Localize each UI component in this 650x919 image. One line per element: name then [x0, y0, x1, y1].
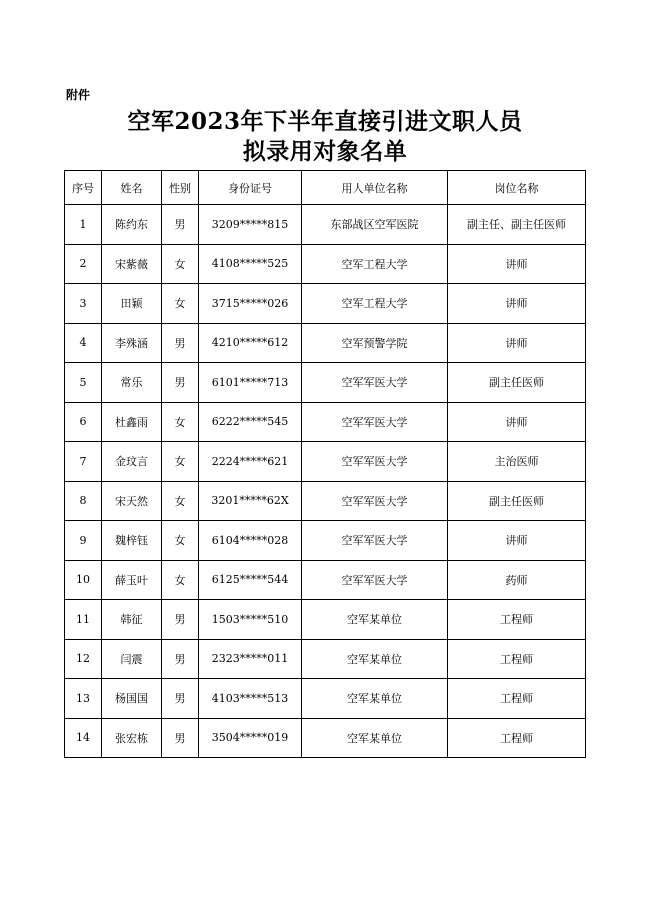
cell-position: 副主任医师: [448, 481, 586, 521]
table-row: [65, 402, 586, 442]
column-header-name: 姓名: [102, 171, 162, 205]
cell-gender: 男: [162, 679, 199, 719]
cell-position: 讲师: [448, 244, 586, 284]
cell-name: 常乐: [102, 363, 162, 403]
cell-position: 副主任医师: [448, 363, 586, 403]
table-row: [65, 600, 586, 640]
cell-position: 讲师: [448, 284, 586, 324]
table-header-row: [65, 171, 586, 205]
cell-id: 1503*****510: [199, 600, 302, 640]
cell-employer: 空军军医大学: [302, 560, 448, 600]
cell-seq: 12: [65, 639, 102, 679]
cell-id: 3201*****62X: [199, 481, 302, 521]
cell-gender: 男: [162, 363, 199, 403]
cell-employer: 空军军医大学: [302, 442, 448, 482]
cell-gender: 女: [162, 244, 199, 284]
table-row: [65, 205, 586, 245]
document-subtitle: 拟录用对象名单: [242, 138, 408, 165]
cell-employer: 空军军医大学: [302, 402, 448, 442]
cell-id: 6125*****544: [199, 560, 302, 600]
cell-id: 6101*****713: [199, 363, 302, 403]
table-row: [65, 521, 586, 561]
cell-position: 工程师: [448, 718, 586, 758]
table-row: [65, 244, 586, 284]
column-header-position: 岗位名称: [448, 171, 586, 205]
cell-position: 药师: [448, 560, 586, 600]
cell-position: 讲师: [448, 323, 586, 363]
cell-gender: 男: [162, 718, 199, 758]
cell-position: 工程师: [448, 600, 586, 640]
table-row: [65, 679, 586, 719]
cell-gender: 女: [162, 284, 199, 324]
cell-employer: 空军某单位: [302, 639, 448, 679]
table-row: [65, 718, 586, 758]
cell-position: 副主任、副主任医师: [448, 205, 586, 245]
cell-employer: 空军工程大学: [302, 244, 448, 284]
cell-position: 讲师: [448, 402, 586, 442]
cell-name: 魏梓钰: [102, 521, 162, 561]
cell-id: 2323*****011: [199, 639, 302, 679]
cell-name: 韩征: [102, 600, 162, 640]
table-row: [65, 481, 586, 521]
cell-gender: 女: [162, 560, 199, 600]
cell-name: 张宏栋: [102, 718, 162, 758]
table-row: [65, 639, 586, 679]
cell-seq: 7: [65, 442, 102, 482]
cell-gender: 女: [162, 481, 199, 521]
cell-seq: 10: [65, 560, 102, 600]
cell-name: 薛玉叶: [102, 560, 162, 600]
cell-employer: 空军某单位: [302, 600, 448, 640]
cell-gender: 女: [162, 521, 199, 561]
attachment-label: 附件: [66, 88, 91, 102]
table-row: [65, 284, 586, 324]
cell-employer: 空军工程大学: [302, 284, 448, 324]
cell-employer: 空军预警学院: [302, 323, 448, 363]
cell-gender: 女: [162, 402, 199, 442]
table-row: [65, 442, 586, 482]
cell-employer: 空军军医大学: [302, 521, 448, 561]
cell-seq: 8: [65, 481, 102, 521]
cell-position: 工程师: [448, 679, 586, 719]
cell-seq: 9: [65, 521, 102, 561]
cell-id: 3504*****019: [199, 718, 302, 758]
column-header-id: 身份证号: [199, 171, 302, 205]
cell-seq: 1: [65, 205, 102, 245]
cell-gender: 男: [162, 323, 199, 363]
cell-id: 6222*****545: [199, 402, 302, 442]
cell-id: 3715*****026: [199, 284, 302, 324]
table-row: [65, 363, 586, 403]
cell-position: 讲师: [448, 521, 586, 561]
cell-seq: 11: [65, 600, 102, 640]
table-row: [65, 560, 586, 600]
cell-id: 2224*****621: [199, 442, 302, 482]
candidate-table: [64, 170, 586, 758]
column-header-seq: 序号: [65, 171, 102, 205]
cell-seq: 5: [65, 363, 102, 403]
cell-id: 4210*****612: [199, 323, 302, 363]
cell-name: 田颖: [102, 284, 162, 324]
cell-name: 陈约东: [102, 205, 162, 245]
cell-seq: 6: [65, 402, 102, 442]
cell-employer: 空军某单位: [302, 718, 448, 758]
cell-name: 闫震: [102, 639, 162, 679]
cell-seq: 14: [65, 718, 102, 758]
column-header-employer: 用人单位名称: [302, 171, 448, 205]
cell-name: 杨国国: [102, 679, 162, 719]
column-header-gender: 性别: [162, 171, 199, 205]
cell-employer: 空军某单位: [302, 679, 448, 719]
cell-employer: 东部战区空军医院: [302, 205, 448, 245]
cell-name: 杜鑫雨: [102, 402, 162, 442]
cell-name: 李殊涵: [102, 323, 162, 363]
cell-employer: 空军军医大学: [302, 481, 448, 521]
cell-name: 宋天然: [102, 481, 162, 521]
cell-seq: 4: [65, 323, 102, 363]
cell-id: 4103*****513: [199, 679, 302, 719]
cell-position: 工程师: [448, 639, 586, 679]
cell-seq: 13: [65, 679, 102, 719]
cell-position: 主治医师: [448, 442, 586, 482]
cell-name: 宋紫薇: [102, 244, 162, 284]
cell-seq: 2: [65, 244, 102, 284]
cell-gender: 女: [162, 442, 199, 482]
cell-id: 4108*****525: [199, 244, 302, 284]
cell-gender: 男: [162, 639, 199, 679]
cell-id: 3209*****815: [199, 205, 302, 245]
cell-id: 6104*****028: [199, 521, 302, 561]
table-row: [65, 323, 586, 363]
cell-employer: 空军军医大学: [302, 363, 448, 403]
cell-name: 金玟言: [102, 442, 162, 482]
cell-seq: 3: [65, 284, 102, 324]
cell-gender: 男: [162, 205, 199, 245]
cell-gender: 男: [162, 600, 199, 640]
document-title: 空军2023年下半年直接引进文职人员: [127, 108, 523, 135]
